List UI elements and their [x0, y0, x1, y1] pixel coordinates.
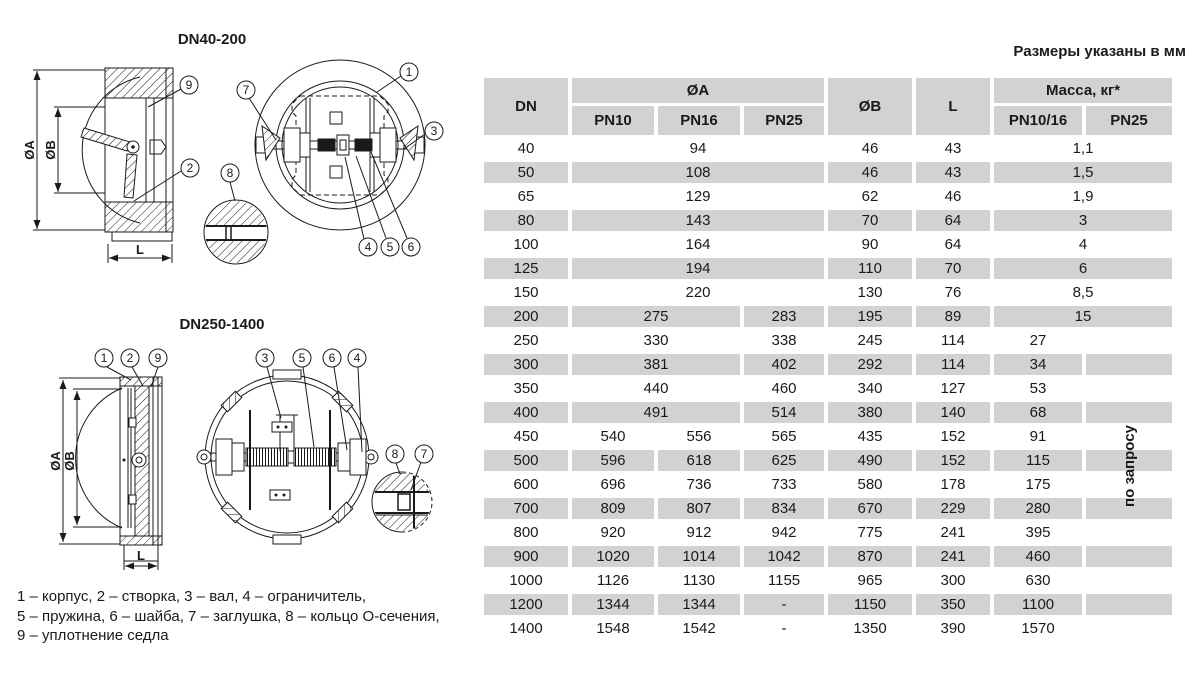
- table-cell: 390: [940, 620, 966, 637]
- table-cell: 46: [944, 188, 962, 205]
- table-header: [484, 78, 1172, 135]
- col-header-dn: DN: [484, 78, 568, 135]
- table-cell: 556: [686, 428, 712, 445]
- spring-left: [246, 448, 288, 466]
- table-cell: 490: [828, 450, 912, 471]
- table-cell: 350: [916, 594, 990, 615]
- table-cell: 64: [944, 236, 962, 253]
- table-cell: -: [781, 620, 787, 637]
- col-header-ob: ØB: [828, 78, 912, 135]
- col-header-mass: Масса, кг*: [994, 78, 1172, 103]
- front-view: [255, 60, 425, 230]
- table-cell: 46: [828, 162, 912, 183]
- table-cell: 300: [940, 572, 966, 589]
- table-cell: 195: [828, 306, 912, 327]
- table-row: [484, 162, 1172, 183]
- legend-line: 9 – уплотнение седла: [17, 627, 169, 644]
- table-cell: 50: [484, 162, 568, 183]
- table-cell: 1,5: [994, 162, 1172, 183]
- dim-label-ob: ØB: [62, 451, 77, 471]
- table-cell: 402: [744, 354, 824, 375]
- table-cell: 500: [484, 450, 568, 471]
- table-cell: 800: [513, 524, 539, 541]
- table-cell: [1086, 594, 1172, 615]
- table-row: [484, 378, 1172, 399]
- callout-number: 8: [226, 166, 234, 180]
- table-cell: 100: [513, 236, 539, 253]
- callout-number: 4: [353, 351, 361, 365]
- table-cell: 380: [828, 402, 912, 423]
- table-cell: 565: [771, 428, 797, 445]
- table-cell: 115: [994, 450, 1082, 471]
- callout-number: 5: [386, 240, 394, 254]
- parts-legend: [17, 587, 440, 646]
- table-cell: 76: [944, 284, 962, 301]
- table-cell: 670: [828, 498, 912, 519]
- table-cell: 4: [1078, 236, 1088, 253]
- table-cell: 1400: [509, 620, 543, 637]
- table-cell: [1086, 378, 1172, 399]
- spring-right: [355, 139, 372, 151]
- table-cell: 1,9: [1072, 188, 1094, 205]
- table-cell: 1150: [828, 594, 912, 615]
- table-row: [484, 306, 1172, 327]
- table-cell: 1126: [596, 572, 630, 589]
- side-section-view: [76, 377, 162, 561]
- callout-number: 6: [407, 240, 415, 254]
- table-cell: 1155: [767, 572, 801, 589]
- front-view: [197, 370, 378, 544]
- dim-label-oa: ØA: [22, 140, 37, 160]
- table-cell: [1086, 330, 1172, 351]
- table-cell: 491: [572, 402, 740, 423]
- table-row: [484, 546, 1172, 567]
- table-cell: 440: [643, 380, 669, 397]
- table-cell: 200: [484, 306, 568, 327]
- table-cell: 942: [771, 524, 797, 541]
- diagram-title-dn40-200: DN40-200: [177, 31, 247, 48]
- table-cell: 114: [916, 354, 990, 375]
- table-cell: 110: [828, 258, 912, 279]
- table-cell: [1086, 570, 1172, 591]
- dimensions-table: [480, 75, 1176, 642]
- valve-drawing-dn40-200: [0, 50, 470, 270]
- table-cell: 91: [1029, 428, 1047, 445]
- table-row: [484, 234, 1172, 255]
- callout-number: 7: [242, 83, 250, 97]
- table-row: [484, 258, 1172, 279]
- dim-label-l: L: [137, 548, 145, 563]
- table-cell: 152: [916, 450, 990, 471]
- table-cell: 965: [857, 572, 883, 589]
- callout-number: 9: [185, 78, 193, 92]
- table-cell: 80: [484, 210, 568, 231]
- table-cell: 8,5: [1072, 284, 1094, 301]
- table-cell: 1344: [572, 594, 654, 615]
- table-cell: 275: [572, 306, 740, 327]
- table-row: [484, 570, 1172, 591]
- table-cell: 696: [600, 476, 626, 493]
- table-cell: 435: [857, 428, 883, 445]
- units-note: Размеры указаны в мм: [1013, 43, 1186, 60]
- hinge-pin: [132, 453, 146, 467]
- lower-plate: [124, 154, 137, 198]
- table-cell: 1000: [509, 572, 543, 589]
- table-row: [484, 402, 1172, 423]
- callout-number: 1: [100, 351, 108, 365]
- col-header-pn10: PN10: [572, 106, 654, 135]
- table-cell: 580: [857, 476, 883, 493]
- table-cell: 460: [994, 546, 1082, 567]
- table-cell: 338: [771, 332, 797, 349]
- table-row: [484, 186, 1172, 207]
- callout-number: 6: [328, 351, 336, 365]
- callout-number: 8: [391, 447, 399, 461]
- table-cell: 62: [861, 188, 879, 205]
- on-request-label: по запросу: [1121, 425, 1138, 507]
- table-row: [484, 594, 1172, 615]
- table-cell: 27: [1029, 332, 1047, 349]
- table-cell: 395: [1025, 524, 1051, 541]
- table-cell: 164: [685, 236, 711, 253]
- table-cell: 540: [600, 428, 626, 445]
- table-cell: 834: [744, 498, 824, 519]
- legend-line: 1 – корпус, 2 – створка, 3 – вал, 4 – ограничитель,: [17, 588, 367, 605]
- table-cell: 94: [689, 140, 707, 157]
- table-cell: 250: [513, 332, 539, 349]
- table-cell: 736: [686, 476, 712, 493]
- table-row: [484, 282, 1172, 303]
- dim-label-ob: ØB: [43, 140, 58, 160]
- table-row: [484, 450, 1172, 471]
- col-header-l: L: [916, 78, 990, 135]
- table-row: [484, 330, 1172, 351]
- table-row: [484, 354, 1172, 375]
- table-cell: [1086, 546, 1172, 567]
- table-cell: 1350: [853, 620, 887, 637]
- table-cell: 920: [600, 524, 626, 541]
- table-cell: 381: [572, 354, 740, 375]
- table-cell: 241: [940, 524, 966, 541]
- table-cell: 152: [940, 428, 966, 445]
- table-cell: 1,1: [1072, 140, 1094, 157]
- table-cell: 194: [572, 258, 824, 279]
- table-cell: 70: [828, 210, 912, 231]
- table-cell: 15: [994, 306, 1172, 327]
- table-cell: 150: [513, 284, 539, 301]
- col-header-oa: ØA: [572, 78, 824, 103]
- table-row: [484, 498, 1172, 519]
- table-cell: 1344: [658, 594, 740, 615]
- table-cell: 596: [572, 450, 654, 471]
- callout-number: 9: [154, 351, 162, 365]
- table-cell: 514: [744, 402, 824, 423]
- table-row: [484, 210, 1172, 231]
- table-cell: 460: [771, 380, 797, 397]
- table-cell: 129: [685, 188, 711, 205]
- table-cell: 43: [944, 140, 962, 157]
- table-cell: 46: [861, 140, 879, 157]
- table-cell: 3: [994, 210, 1172, 231]
- table-cell: 229: [916, 498, 990, 519]
- table-cell: 241: [916, 546, 990, 567]
- table-cell: 700: [484, 498, 568, 519]
- table-cell: 618: [658, 450, 740, 471]
- dim-label-oa: ØA: [48, 451, 63, 471]
- table-cell: 900: [484, 546, 568, 567]
- table-cell: 400: [484, 402, 568, 423]
- eye-bolt-left: [197, 450, 211, 464]
- table-cell: 143: [572, 210, 824, 231]
- table-cell: [1086, 354, 1172, 375]
- col-header-pn25: PN25: [744, 106, 824, 135]
- table-cell: 43: [916, 162, 990, 183]
- table-cell: 330: [643, 332, 669, 349]
- table-row: [484, 474, 1172, 495]
- table-cell: 450: [513, 428, 539, 445]
- table-cell: 90: [861, 236, 879, 253]
- table-cell: 125: [484, 258, 568, 279]
- diagram-title-dn250-1400: DN250-1400: [179, 316, 265, 333]
- table-cell: 809: [572, 498, 654, 519]
- table-cell: 300: [484, 354, 568, 375]
- table-cell: 40: [517, 140, 535, 157]
- dim-label-l: L: [136, 242, 144, 257]
- table-cell: 280: [994, 498, 1082, 519]
- callout-number: 2: [126, 351, 134, 365]
- table-cell: 350: [513, 380, 539, 397]
- col-header-pn16: PN16: [658, 106, 740, 135]
- callout-number: 2: [186, 161, 194, 175]
- table-cell: 68: [994, 402, 1082, 423]
- table-cell: 1130: [682, 572, 716, 589]
- col-header-mass-pn25: PN25: [1086, 106, 1172, 135]
- table-cell: 1020: [572, 546, 654, 567]
- callout-number: 3: [430, 124, 438, 138]
- table-cell: 53: [1029, 380, 1047, 397]
- table-cell: 733: [771, 476, 797, 493]
- table-cell: [1086, 618, 1172, 639]
- table-cell: 625: [744, 450, 824, 471]
- valve-drawing-dn250-1400: [0, 340, 470, 590]
- table-cell: 870: [828, 546, 912, 567]
- table-cell: 1542: [682, 620, 716, 637]
- table-cell: 65: [517, 188, 535, 205]
- legend-line: 5 – пружина, 6 – шайба, 7 – заглушка, 8 – кольцо О-сечения,: [17, 607, 440, 625]
- table-body: [484, 138, 1172, 639]
- table-row: [484, 138, 1172, 159]
- seal-detail-view: [372, 472, 432, 533]
- table-cell: 1042: [744, 546, 824, 567]
- table-cell: 245: [857, 332, 883, 349]
- spring-left: [318, 139, 335, 151]
- table-cell: 1100: [994, 594, 1082, 615]
- table-cell: -: [744, 594, 824, 615]
- table-cell: 130: [857, 284, 883, 301]
- col-header-mass-pn1016: PN10/16: [994, 106, 1082, 135]
- table-cell: 64: [916, 210, 990, 231]
- table-cell: 775: [857, 524, 883, 541]
- table-cell: 89: [916, 306, 990, 327]
- table-row: [484, 522, 1172, 543]
- table-cell: 70: [916, 258, 990, 279]
- callout-number: 1: [405, 65, 413, 79]
- table-row: [484, 618, 1172, 639]
- table-cell: 1014: [658, 546, 740, 567]
- callout-number: 7: [420, 447, 428, 461]
- table-cell: 175: [1025, 476, 1051, 493]
- seal-detail-view: [204, 200, 268, 264]
- table-cell: 600: [513, 476, 539, 493]
- disc-swing-arc: [76, 388, 122, 528]
- table-cell: 220: [685, 284, 711, 301]
- table-cell: 283: [744, 306, 824, 327]
- table-cell: 292: [828, 354, 912, 375]
- table-cell: 127: [940, 380, 966, 397]
- table-cell: 1548: [596, 620, 630, 637]
- table-cell: 912: [686, 524, 712, 541]
- side-section-view: [81, 68, 173, 241]
- table-cell: 6: [994, 258, 1172, 279]
- callout-number: 5: [298, 351, 306, 365]
- table-cell: 140: [916, 402, 990, 423]
- table-cell: 34: [994, 354, 1082, 375]
- table-cell: 807: [658, 498, 740, 519]
- callout-number: 3: [261, 351, 269, 365]
- table-cell: 178: [940, 476, 966, 493]
- table-cell: 114: [941, 332, 965, 349]
- table-cell: 1570: [1021, 620, 1055, 637]
- table-cell: 1200: [484, 594, 568, 615]
- table-cell: 630: [1025, 572, 1051, 589]
- table-cell: 340: [857, 380, 883, 397]
- callout-number: 4: [364, 240, 372, 254]
- table-cell: 108: [572, 162, 824, 183]
- table-row: [484, 426, 1172, 447]
